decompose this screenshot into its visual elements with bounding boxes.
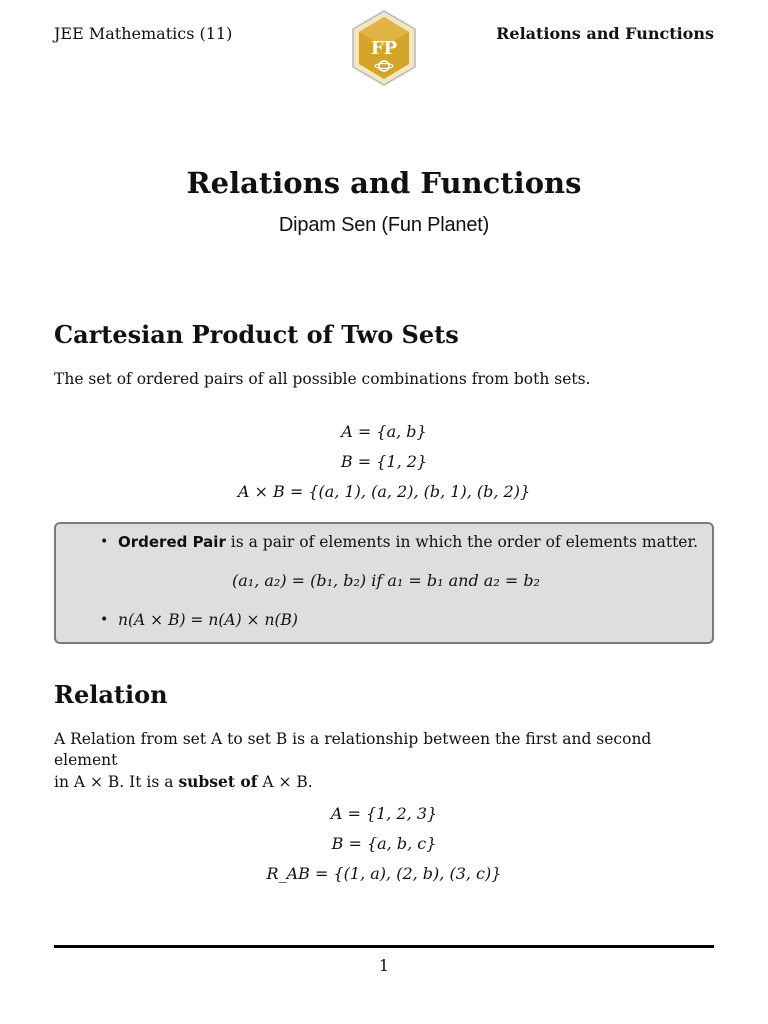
equation-cartesian-product: A × B = {(a, 1), (a, 2), (b, 1), (b, 2)} xyxy=(237,482,531,501)
section-heading-cartesian: Cartesian Product of Two Sets xyxy=(54,320,459,349)
note-box xyxy=(54,522,714,644)
fun-planet-logo-icon xyxy=(351,10,417,86)
logo-text: FP xyxy=(370,38,398,59)
equation-set-a: A = {a, b} xyxy=(341,422,427,441)
page-title: Relations and Functions xyxy=(186,166,582,200)
bullet-marker: • xyxy=(100,612,109,628)
footer-rule xyxy=(54,945,714,948)
relation-definition-paragraph: A Relation from set A to set B is a relationship between the first and second element in A × B. It is a subset of A × B. xyxy=(54,730,652,791)
section-heading-relation: Relation xyxy=(54,680,168,709)
page-number: 1 xyxy=(378,956,390,975)
ordered-pair-equation: (a₁, a₂) = (b₁, b₂) if a₁ = b₁ and a₂ = b₂ xyxy=(232,571,540,590)
relation-line-1: A Relation from set A to set B is a relationship between the first and second element xyxy=(54,730,652,769)
cardinality-formula: n(A × B) = n(A) × n(B) xyxy=(118,611,298,629)
equation-set-b: B = {1, 2} xyxy=(340,452,428,471)
subset-emphasis: subset of xyxy=(178,772,258,791)
ordered-pair-definition: Ordered Pair is a pair of elements in which the order of elements matter. xyxy=(118,533,699,551)
section-intro-cartesian: The set of ordered pairs of all possible combinations from both sets. xyxy=(54,370,591,388)
author-line: Dipam Sen (Fun Planet) xyxy=(278,214,490,236)
relation-equation-set-a: A = {1, 2, 3} xyxy=(330,804,438,823)
relation-equation-rab: R_AB = {(1, a), (2, b), (3, c)} xyxy=(266,864,502,883)
ordered-pair-term: Ordered Pair xyxy=(118,533,226,551)
bullet-marker: • xyxy=(100,534,109,550)
running-header-left: JEE Mathematics (11) xyxy=(54,24,233,43)
running-header-right: Relations and Functions xyxy=(496,24,714,43)
relation-equation-set-b: B = {a, b, c} xyxy=(331,834,437,853)
